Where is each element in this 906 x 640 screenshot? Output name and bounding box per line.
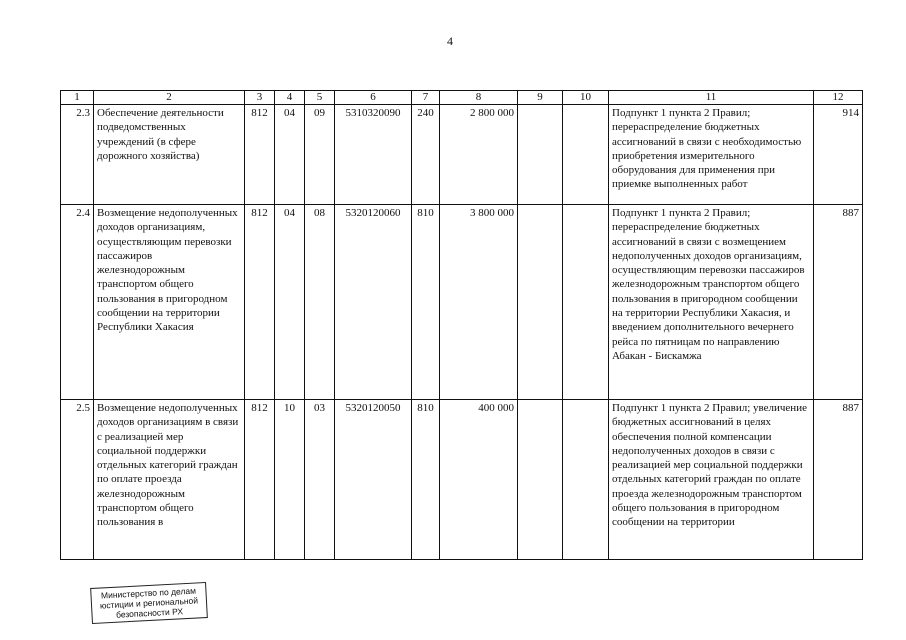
expense-name: Возмещение недополученных доходов организациям в связи с реализацией мер социальной поддержки отдельных категорий граждан по оплате проезда железнодорожным транспортом общего пользования в bbox=[94, 400, 245, 560]
row-number: 2.4 bbox=[61, 205, 94, 400]
page-number: 4 bbox=[447, 34, 453, 48]
section-code: 04 bbox=[275, 105, 305, 205]
column-header: 12 bbox=[814, 91, 863, 105]
column-header: 1 bbox=[61, 91, 94, 105]
expense-name: Обеспечение деятельности подведомственных учреждений (в сфере дорожного хозяйства) bbox=[94, 105, 245, 205]
target-article-code: 5320120050 bbox=[335, 400, 412, 560]
expense-type-code: 810 bbox=[412, 205, 440, 400]
section-code: 04 bbox=[275, 205, 305, 400]
empty-cell bbox=[563, 105, 609, 205]
budget-table bbox=[60, 90, 863, 560]
expense-type-code: 810 bbox=[412, 400, 440, 560]
empty-cell bbox=[518, 400, 563, 560]
column-header: 9 bbox=[518, 91, 563, 105]
column-header: 7 bbox=[412, 91, 440, 105]
empty-cell bbox=[563, 400, 609, 560]
expense-type-code: 240 bbox=[412, 105, 440, 205]
reference-code: 887 bbox=[814, 400, 863, 560]
table-header-row bbox=[61, 91, 863, 105]
column-header: 5 bbox=[305, 91, 335, 105]
justification-note: Подпункт 1 пункта 2 Правил; перераспределение бюджетных ассигнований в связи с возмещением недополученных доходов организациям, осуществляющим перевозки пассажиров железнодорожным транспортом общего пользования в пригородном сообщении на территории Республики Хакасия, и введением дополнительного вечернего рейса по пятницам по направлению Абакан - Бискамжа bbox=[609, 205, 814, 400]
subsection-code: 03 bbox=[305, 400, 335, 560]
empty-cell bbox=[518, 105, 563, 205]
empty-cell bbox=[563, 205, 609, 400]
table-row bbox=[61, 105, 863, 205]
column-header: 11 bbox=[609, 91, 814, 105]
ministry-code: 812 bbox=[245, 400, 275, 560]
column-header: 8 bbox=[440, 91, 518, 105]
column-header: 2 bbox=[94, 91, 245, 105]
amount: 400 000 bbox=[440, 400, 518, 560]
ministry-stamp: Министерство по делам юстиции и региональной безопасности РХ bbox=[90, 582, 208, 624]
table-row bbox=[61, 205, 863, 400]
subsection-code: 09 bbox=[305, 105, 335, 205]
target-article-code: 5310320090 bbox=[335, 105, 412, 205]
ministry-code: 812 bbox=[245, 205, 275, 400]
justification-note: Подпункт 1 пункта 2 Правил; перераспределение бюджетных ассигнований в связи с необходимостью приобретения измерительного оборудования для применения при приемке выполненных работ bbox=[609, 105, 814, 205]
target-article-code: 5320120060 bbox=[335, 205, 412, 400]
column-header: 6 bbox=[335, 91, 412, 105]
expense-name: Возмещение недополученных доходов организациям, осуществляющим перевозки пассажиров железнодорожным транспортом общего пользования в пригородном сообщении на территории Республики Хакасия bbox=[94, 205, 245, 400]
row-number: 2.5 bbox=[61, 400, 94, 560]
section-code: 10 bbox=[275, 400, 305, 560]
justification-note: Подпункт 1 пункта 2 Правил; увеличение бюджетных ассигнований в целях обеспечения полной компенсации недополученных доходов в связи с реализацией мер социальной поддержки отдельных категорий граждан по оплате проезда железнодорожным транспортом общего пользования в пригородном сообщении на территории bbox=[609, 400, 814, 560]
row-number: 2.3 bbox=[61, 105, 94, 205]
amount: 2 800 000 bbox=[440, 105, 518, 205]
subsection-code: 08 bbox=[305, 205, 335, 400]
ministry-code: 812 bbox=[245, 105, 275, 205]
table-row bbox=[61, 400, 863, 560]
reference-code: 887 bbox=[814, 205, 863, 400]
reference-code: 914 bbox=[814, 105, 863, 205]
column-header: 10 bbox=[563, 91, 609, 105]
column-header: 4 bbox=[275, 91, 305, 105]
column-header: 3 bbox=[245, 91, 275, 105]
empty-cell bbox=[518, 205, 563, 400]
amount: 3 800 000 bbox=[440, 205, 518, 400]
